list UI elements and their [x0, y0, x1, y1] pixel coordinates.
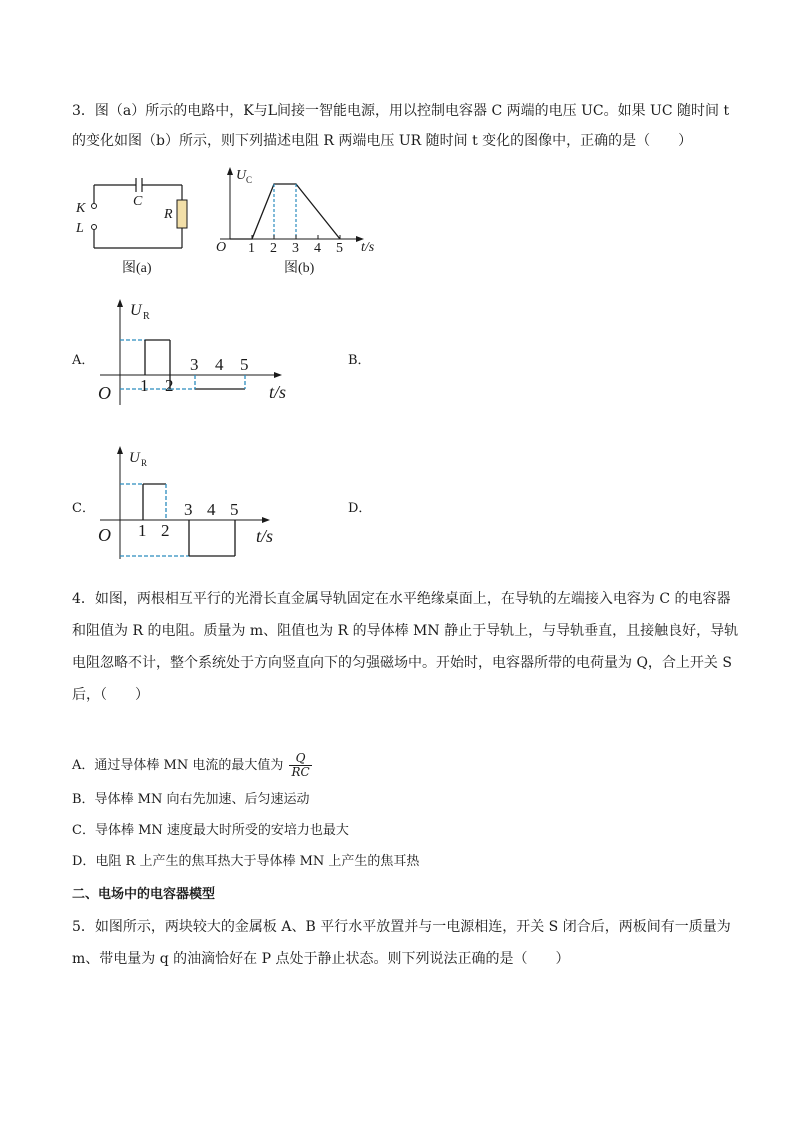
terminal-k: [92, 204, 97, 209]
resistor: [177, 200, 187, 228]
opt-c-tick-label-5: 5: [230, 500, 239, 519]
opt-a-tick-label-4: 4: [215, 355, 224, 374]
fig-b-tick-label-2: 2: [270, 241, 277, 256]
opt-c-tick-label-2: 2: [161, 521, 170, 540]
q4-stem-line2: 和阻值为 R 的电阻。质量为 m、阻值也为 R 的导体棒 MN 静止于导轨上，与导轨垂直，且接触良好，导轨: [72, 623, 739, 639]
q3-option-d-label: D．: [348, 501, 372, 516]
fig-b-y-sub: C: [246, 175, 253, 185]
q4-option-b: B．导体棒 MN 向右先加速、后匀速运动: [72, 792, 310, 807]
opt-a-tick-label-3: 3: [190, 355, 199, 374]
opt-c-y-arrow: [117, 446, 123, 454]
graph-option-c: [92, 444, 292, 564]
fraction-numerator: Q: [289, 752, 311, 766]
q3-option-b-label: B．: [348, 353, 371, 368]
q5-stem-line1: 5．如图所示，两块较大的金属板 A、B 平行水平放置并与一电源相连，开关 S 闭合后，两板间有一质量为: [72, 919, 731, 935]
q5-stem-line2: m、带电量为 q 的油滴恰好在 P 点处于静止状态。则下列说法正确的是（ ）: [72, 951, 570, 967]
section-heading: 二、电场中的电容器模型: [72, 887, 216, 902]
q3-stem-line2: 的变化如图（b）所示，则下列描述电阻 R 两端电压 UR 随时间 t 变化的图像中，正确的是（ ）: [72, 133, 693, 149]
opt-a-y-sub: R: [143, 311, 150, 322]
opt-c-y-label: U: [129, 450, 140, 466]
q4-stem-line4: 后，（ ）: [72, 687, 149, 703]
label-l: L: [76, 221, 84, 236]
q4-option-a-text: A．通过导体棒 MN 电流的最大值为: [72, 758, 284, 773]
fig-b-y-label: U: [236, 168, 247, 183]
opt-a-tick-label-5: 5: [240, 355, 249, 374]
q4-option-a: [72, 752, 312, 779]
fig-b-uc-curve: [230, 184, 340, 239]
opt-c-origin: O: [98, 525, 111, 545]
q3-option-c-label: C．: [72, 501, 95, 516]
caption-fig-b: 图(b): [284, 261, 315, 276]
q4-stem-line1: 4．如图，两根相互平行的光滑长直金属导轨固定在水平绝缘桌面上，在导轨的左端接入电容为 C 的电容器: [72, 591, 731, 607]
graph-fig-b: [208, 163, 388, 281]
q4-option-d: D．电阻 R 上产生的焦耳热大于导体棒 MN 上产生的焦耳热: [72, 854, 420, 869]
fig-b-tick-label-3: 3: [292, 241, 299, 256]
opt-a-y-arrow: [117, 299, 123, 307]
caption-fig-a: 图(a): [122, 261, 152, 276]
q4-option-a-fraction: [289, 752, 311, 779]
q3-option-a-label: A．: [72, 353, 95, 368]
opt-c-x-arrow: [262, 517, 270, 523]
fraction-denominator: RC: [291, 765, 310, 779]
opt-c-tick-label-4: 4: [207, 500, 216, 519]
opt-a-x-label: t/s: [269, 382, 287, 402]
opt-a-origin: O: [98, 383, 111, 403]
fig-b-tick-label-1: 1: [248, 241, 255, 256]
graph-option-a: [92, 295, 312, 410]
opt-c-tick-label-1: 1: [138, 521, 147, 540]
circuit-figure-a: [70, 170, 200, 280]
fig-b-tick-label-5: 5: [336, 241, 343, 256]
q4-stem-line3: 电阻忽略不计，整个系统处于方向竖直向下的匀强磁场中。开始时，电容器所带的电荷量为 Q，合上开关 S: [72, 655, 732, 671]
opt-c-tick-label-3: 3: [184, 500, 193, 519]
opt-a-tick-label-1: 1: [140, 376, 149, 395]
label-capacitor: C: [133, 194, 143, 209]
fig-b-y-arrow: [227, 167, 233, 175]
label-k: K: [76, 201, 86, 216]
opt-c-x-label: t/s: [256, 526, 274, 546]
opt-a-y-label: U: [130, 302, 142, 319]
label-resistor: R: [164, 207, 173, 222]
opt-c-y-sub: R: [141, 458, 148, 468]
fig-b-tick-label-4: 4: [314, 241, 321, 256]
q4-option-c: C．导体棒 MN 速度最大时所受的安培力也最大: [72, 823, 349, 838]
fig-b-x-label: t/s: [361, 240, 375, 255]
opt-a-x-arrow: [274, 372, 282, 378]
q3-stem-line1: 3．图（a）所示的电路中，K与L间接一智能电源，用以控制电容器 C 两端的电压 UC。如果 UC 随时间 t: [72, 103, 730, 119]
fig-b-origin: O: [216, 240, 227, 255]
opt-a-tick-label-2: 2: [165, 376, 174, 395]
terminal-l: [92, 225, 97, 230]
